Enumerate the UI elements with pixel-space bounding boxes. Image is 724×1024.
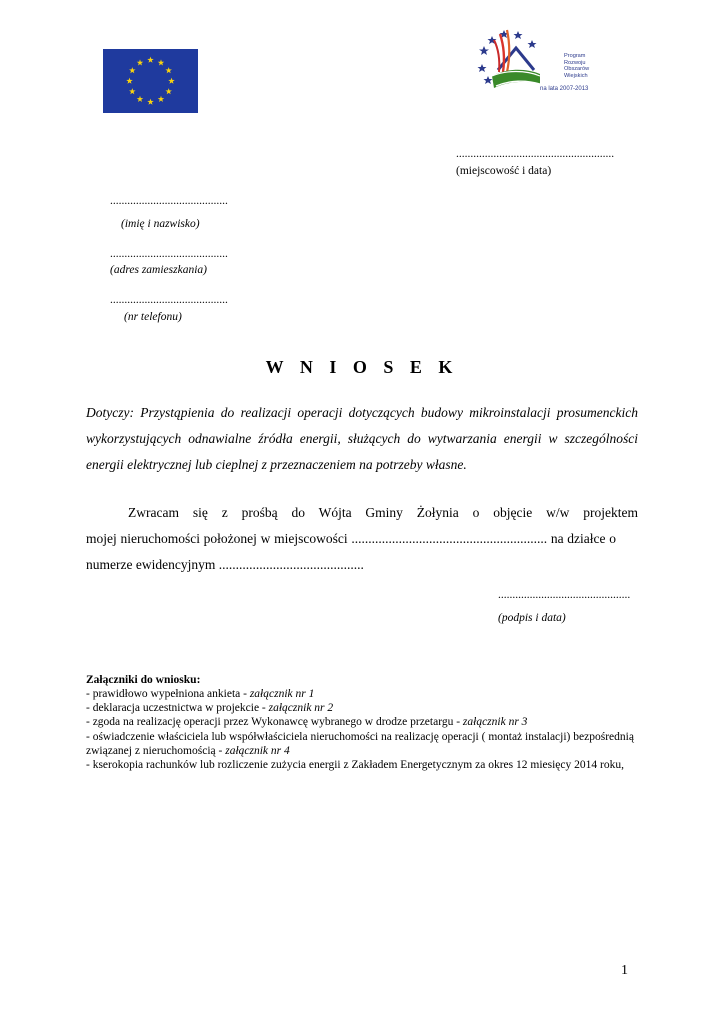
page-number: 1	[621, 963, 628, 978]
document-title: W N I O S E K	[265, 357, 459, 377]
logo-line-3: Obszarów	[564, 66, 590, 73]
place-date-label: (miejscowość i data)	[456, 165, 552, 177]
attachment-ref: załącznik nr 2	[268, 702, 334, 715]
attachments-title: Załączniki do wniosku:	[86, 674, 201, 686]
attachment-ref: załącznik nr 3	[462, 716, 528, 729]
request-line-1: Zwracam się z prośbą do Wójta Gminy Żołynia o objęcie w/w projektem	[128, 505, 638, 520]
attachment-ref: załącznik nr 4	[225, 744, 290, 757]
name-field-dots[interactable]: .........................................	[110, 195, 228, 207]
attachment-item-5	[86, 758, 644, 772]
place-date-dots[interactable]: .......................................................	[456, 148, 615, 160]
request-line-2: mojej nieruchomości położonej w miejscowości .......................................................... na działce o	[86, 531, 616, 546]
attachment-text: - prawidłowo wypełniona ankieta -	[86, 688, 250, 700]
prow-logo-text	[564, 53, 589, 79]
address-field-dots[interactable]: .........................................	[110, 248, 228, 260]
attachment-item-1	[86, 687, 644, 701]
address-label: (adres zamieszkania)	[110, 264, 207, 276]
attachment-item-3	[86, 715, 644, 729]
subject-paragraph: Dotyczy: Przystąpienia do realizacji operacji dotyczących budowy mikroinstalacji prosumenckich wykorzystujących odnawialne źródła energii, służących do wytwarzania energii w szczególności energii elektrycznej lub cieplnej z przeznaczeniem na potrzeby własne.	[86, 405, 638, 472]
prow-logo	[474, 26, 604, 98]
attachment-text: - zgoda na realizację operacji przez Wykonawcę wybranego w drodze przetargu -	[86, 716, 463, 729]
phone-field-dots[interactable]: .........................................	[110, 294, 228, 306]
request-line-3: numerze ewidencyjnym ...........................................	[86, 557, 364, 572]
attachment-text: - oświadczenie właściciela lub współwłaściciela nieruchomości na realizację operacji ( montaż instalacji) bezpośrednią związanej z nieruchomością -	[86, 730, 634, 757]
attachment-ref: załącznik nr 1	[249, 688, 315, 700]
attachment-item-4	[86, 730, 644, 758]
logo-line-1: Program	[564, 53, 586, 59]
request-paragraph	[86, 500, 638, 578]
attachment-text: - kserokopia rachunków lub rozliczenie zużycia energii z Zakładem Energetycznym za okres 12 miesięcy 2014 roku,	[86, 759, 624, 772]
signature-dots[interactable]: ..............................................	[498, 589, 631, 601]
logo-years: na lata 2007-2013	[540, 86, 589, 92]
logo-line-4: Wiejskich	[564, 72, 588, 79]
attachments-list	[86, 687, 644, 772]
eu-flag-logo	[103, 49, 198, 113]
logo-line-2: Rozwoju	[564, 59, 586, 66]
attachment-text: - deklaracja uczestnictwa w projekcie -	[86, 702, 269, 715]
attachment-item-2	[86, 701, 644, 715]
name-label: (imię i nazwisko)	[121, 218, 200, 230]
signature-label: (podpis i data)	[498, 612, 566, 624]
phone-label: (nr telefonu)	[124, 311, 182, 323]
